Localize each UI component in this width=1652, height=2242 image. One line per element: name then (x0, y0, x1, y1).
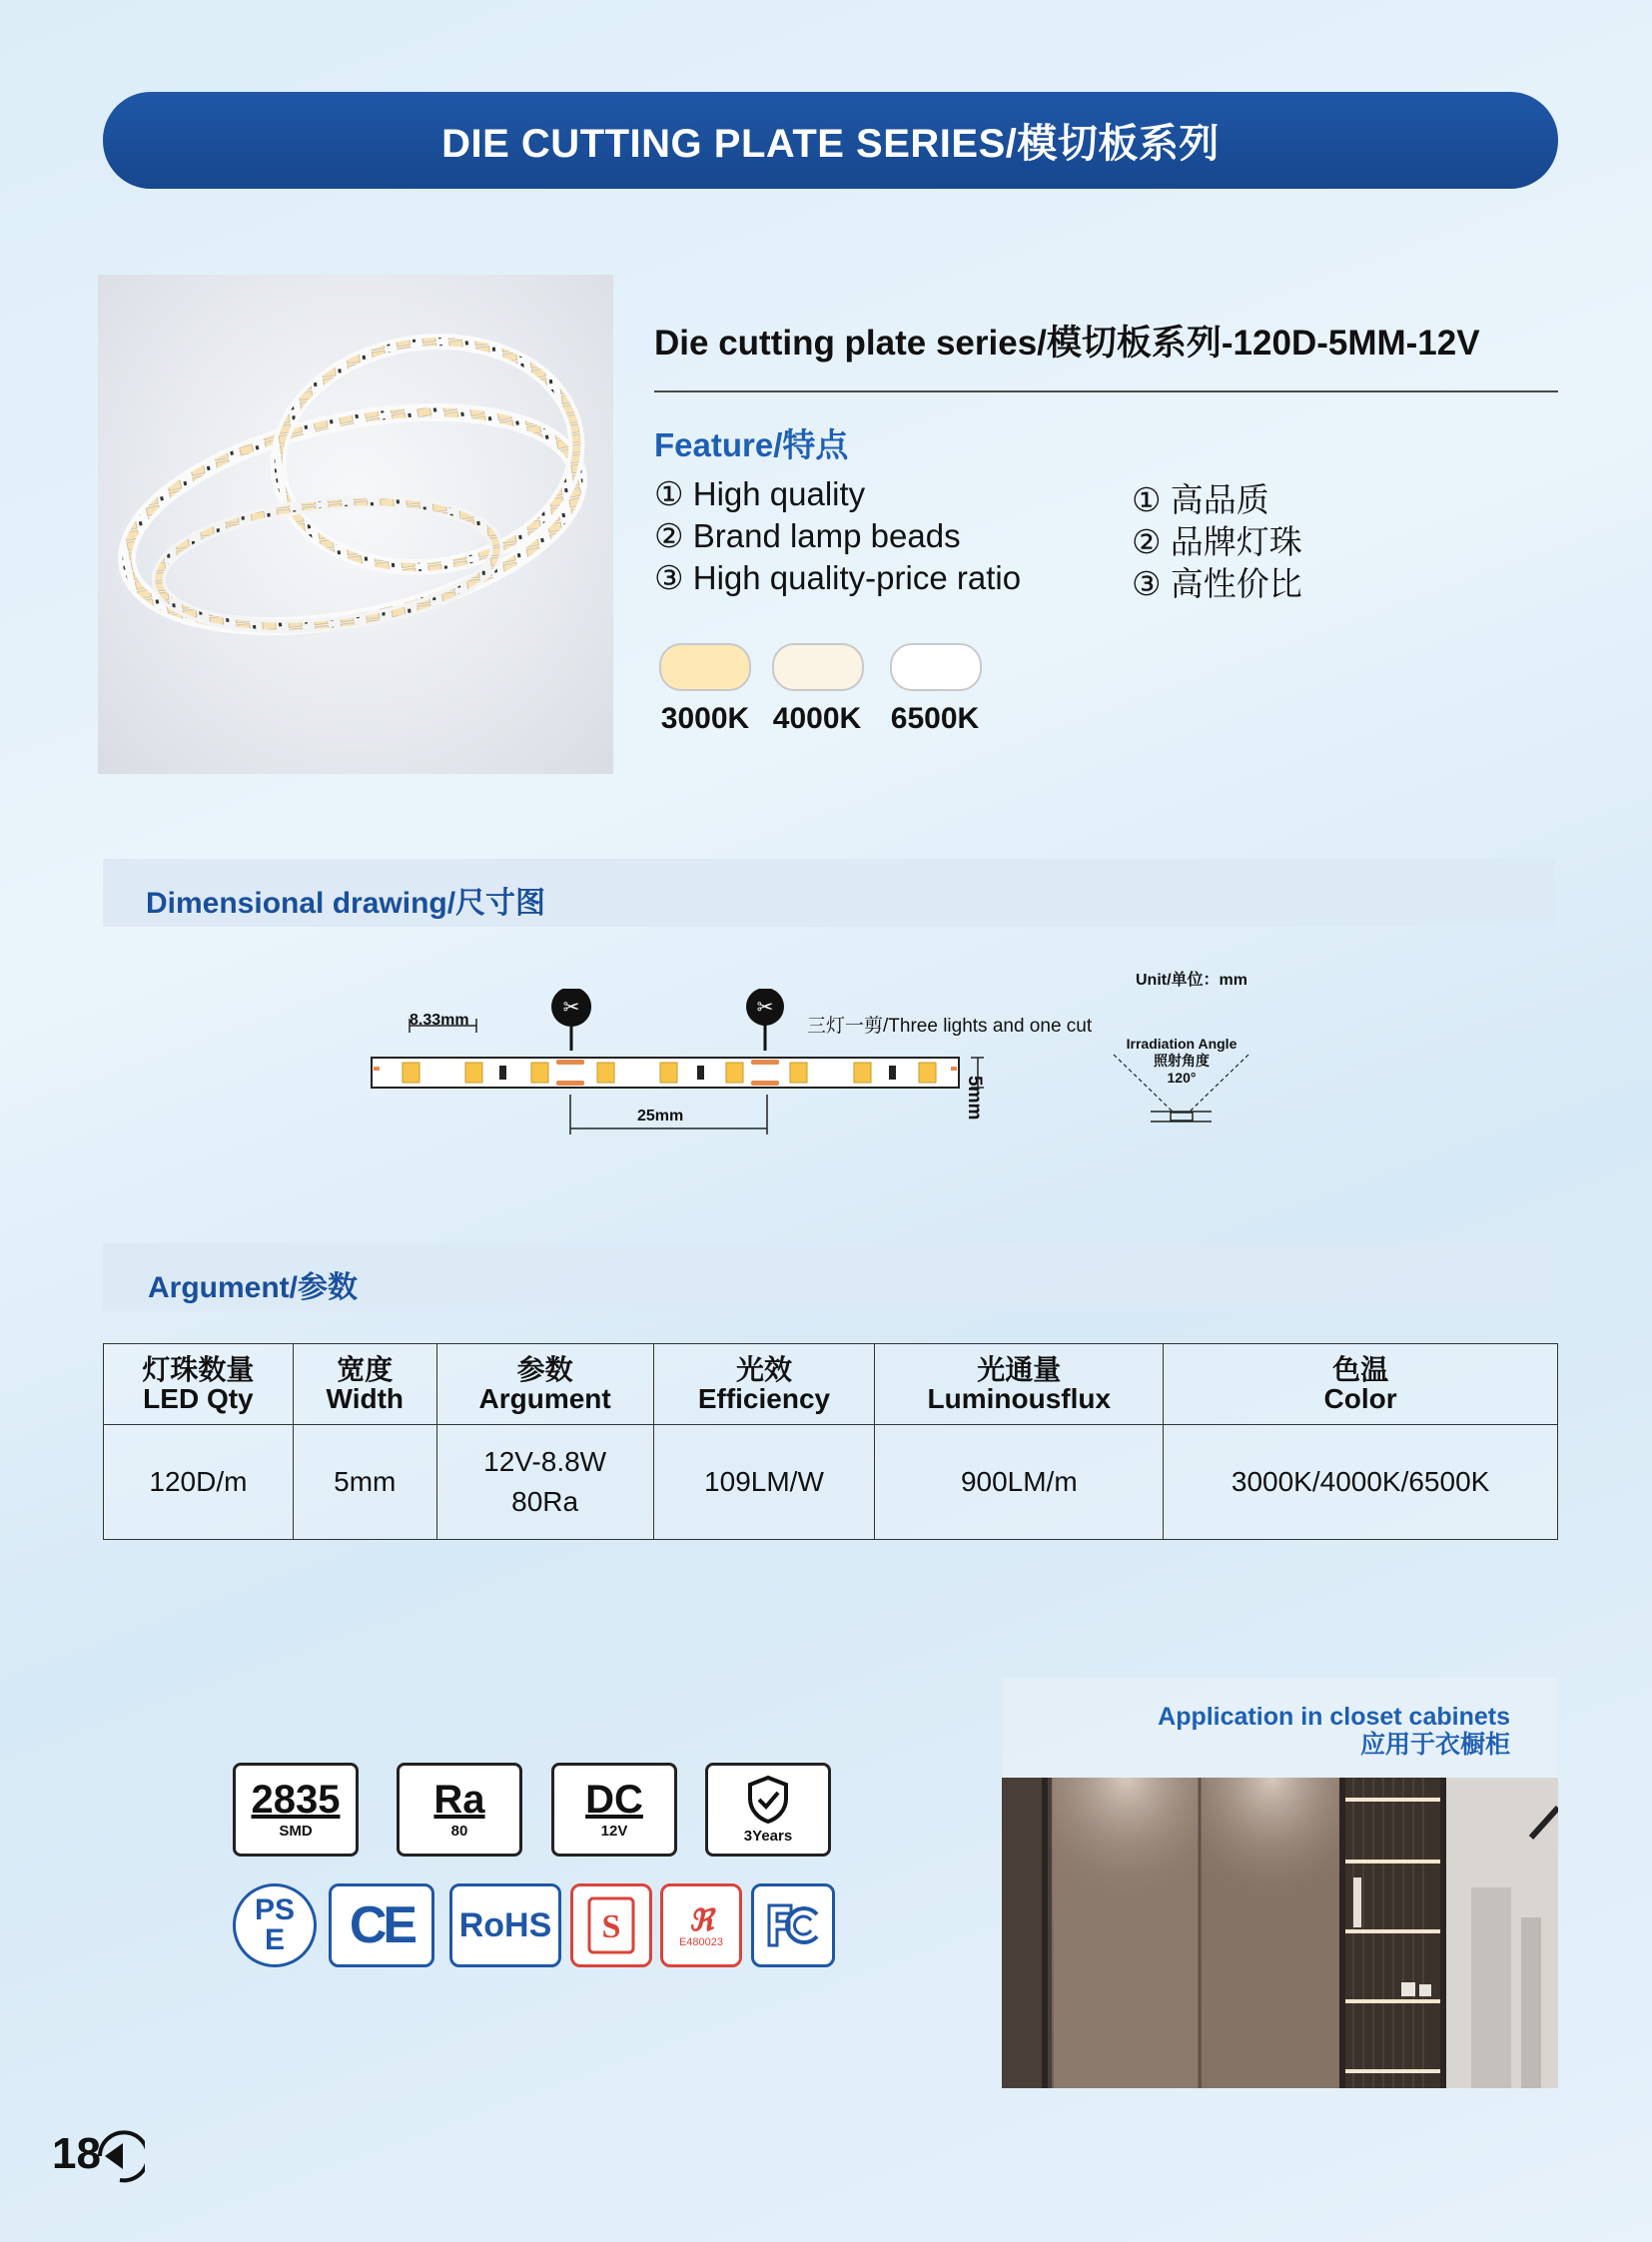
swatch-4000k (772, 643, 864, 691)
product-title: Die cutting plate series/模切板系列-120D-5MM-12V (654, 324, 1480, 363)
cut-note: 三灯一剪/Three lights and one cut (807, 1016, 1093, 1037)
cell-width: 5mm (293, 1425, 436, 1540)
feature-cn-2: ② 品牌灯珠 (1132, 523, 1302, 560)
series-title: DIE CUTTING PLATE SERIES/模切板系列 (441, 122, 1220, 166)
argument-heading: Argument/参数 (148, 1271, 358, 1304)
segment-label: 25mm (637, 1108, 684, 1124)
swatch-label-3000k: 3000K (660, 702, 750, 735)
badge-warranty: 3Years (705, 1763, 831, 1857)
swatch-label-4000k: 4000K (772, 702, 862, 735)
svg-text:S: S (601, 1908, 621, 1945)
col-luminous-flux: 光通量 Luminousflux (875, 1344, 1164, 1425)
feature-en-3: ③ High quality-price ratio (654, 559, 1022, 596)
pitch-label: 8.33mm (410, 1012, 469, 1029)
svg-text:ℜ: ℜ (688, 1904, 714, 1936)
dimensional-heading: Dimensional drawing/尺寸图 (146, 887, 546, 920)
swatch-label-6500k: 6500K (890, 702, 980, 735)
series-header (103, 92, 1558, 189)
closet-application-photo (1002, 1778, 1558, 2088)
angle-title: Irradiation Angle (1126, 1036, 1238, 1052)
argument-table (103, 1343, 1558, 1540)
scissor-icon (551, 989, 591, 1051)
svg-text:✂: ✂ (562, 995, 580, 1019)
application-caption-cn: 应用于衣橱柜 (1359, 1731, 1510, 1759)
fcc-mark (751, 1883, 835, 1967)
badge-dc-12v: DC 12V (551, 1763, 677, 1857)
safety-s-icon (586, 1895, 636, 1955)
badge-smd-2835: 2835 SMD (233, 1763, 359, 1857)
width-label: 5mm (964, 1076, 985, 1121)
badge-ra-80: Ra 80 (397, 1763, 522, 1857)
page-turn-icon (95, 2127, 145, 2185)
feature-cn-1: ① 高品质 (1132, 481, 1269, 518)
closet-cabinet-image (1002, 1778, 1558, 2088)
cell-color: 3000K/4000K/6500K (1164, 1425, 1558, 1540)
unit-label: Unit/单位：mm (1136, 972, 1248, 989)
col-led-qty: 灯珠数量 LED Qty (104, 1344, 294, 1425)
product-photo (98, 275, 613, 774)
cell-efficiency: 109LM/W (653, 1425, 875, 1540)
fc-logo-icon (763, 1900, 823, 1950)
scissor-icon (746, 989, 784, 1051)
swatch-3000k (659, 643, 751, 691)
angle-cn: 照射角度 (1154, 1053, 1210, 1069)
ul-mark: ℜ E480023 (660, 1883, 742, 1967)
table-header-row (104, 1344, 1558, 1425)
page-number: 18 (52, 2129, 101, 2178)
shield-check-icon (745, 1775, 791, 1825)
cell-luminous-flux: 900LM/m (875, 1425, 1164, 1540)
feature-cn-3: ③ 高性价比 (1132, 565, 1302, 602)
angle-value: 120° (1167, 1070, 1197, 1086)
pse-mark: PSE (233, 1883, 317, 1967)
ul-logo-icon (676, 1902, 726, 1936)
ce-mark: CE (329, 1883, 434, 1967)
col-color: 色温 Color (1164, 1344, 1558, 1425)
table-row (104, 1425, 1558, 1540)
cell-led-qty: 120D/m (104, 1425, 294, 1540)
feature-en-2: ② Brand lamp beads (654, 517, 961, 554)
swatch-6500k (890, 643, 982, 691)
safety-mark (570, 1883, 652, 1967)
feature-en-1: ① High quality (654, 475, 866, 512)
feature-heading: Feature/特点 (654, 426, 849, 463)
title-divider (654, 390, 1558, 392)
svg-text:✂: ✂ (756, 995, 774, 1019)
col-efficiency: 光效 Efficiency (653, 1344, 875, 1425)
col-width: 宽度 Width (293, 1344, 436, 1425)
col-argument: 参数 Argument (436, 1344, 653, 1425)
rohs-mark: RoHS (449, 1883, 561, 1967)
application-caption (1158, 1703, 1510, 1759)
dimensional-drawing (360, 989, 1258, 1138)
led-strip-coil-image (98, 275, 613, 774)
application-caption-en: Application in closet cabinets (1158, 1703, 1510, 1731)
cell-argument: 12V-8.8W 80Ra (436, 1425, 653, 1540)
